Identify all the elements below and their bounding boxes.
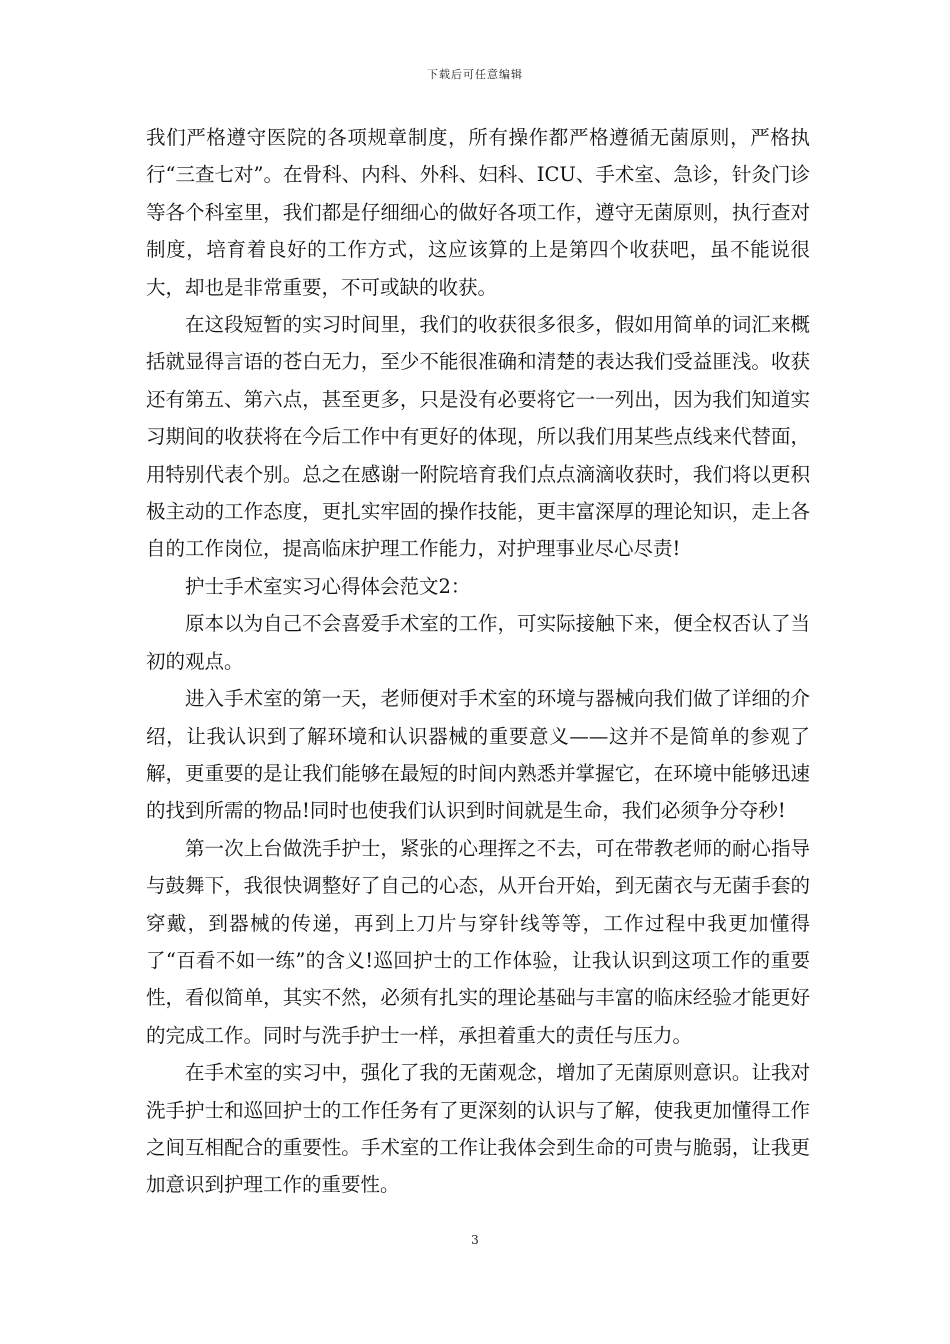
page-number: 3: [471, 1233, 479, 1247]
paragraph: 在手术室的实习中，强化了我的无菌观念，增加了无菌原则意识。让我对洗手护士和巡回护士的工作任务有了更深刻的认识与了解，使我更加懂得工作之间互相配合的重要性。手术室的工作让我体会到生命的可贵与脆弱，让我更加意识到护理工作的重要性。: [146, 1061, 810, 1197]
paragraph: 第一次上台做洗手护士，紧张的心理挥之不去，可在带教老师的耐心指导与鼓舞下，我很快调整好了自己的心态，从开台开始，到无菌衣与无菌手套的穿戴，到器械的传递，再到上刀片与穿针线等等，工作过程中我更加懂得了“百看不如一练”的含义!巡回护士的工作体验，让我认识到这项工作的重要性，看似简单，其实不然，必须有扎实的理论基础与丰富的临床经验才能更好的完成工作。同时与洗手护士一样，承担着重大的责任与压力。: [146, 836, 810, 1047]
section-heading: 护士手术室实习心得体会范文2：: [185, 574, 471, 598]
paragraph: 原本以为自己不会喜爱手术室的工作，可实际接触下来，便全权否认了当初的观点。: [146, 612, 810, 673]
page-header: 下载后可任意编辑: [427, 68, 523, 81]
document-body: [146, 119, 810, 1204]
paragraph: 进入手术室的第一天，老师便对手术室的环境与器械向我们做了详细的介绍，让我认识到了解环境和认识器械的重要意义——这并不是简单的参观了解，更重要的是让我们能够在最短的时间内熟悉并掌握它，在环境中能够迅速的找到所需的物品!同时也使我们认识到时间就是生命，我们必须争分夺秒!: [146, 687, 810, 823]
paragraph: 在这段短暂的实习时间里，我们的收获很多很多，假如用简单的词汇来概括就显得言语的苍白无力，至少不能很准确和清楚的表达我们受益匪浅。收获还有第五、第六点，甚至更多，只是没有必要将它一一列出，因为我们知道实习期间的收获将在今后工作中有更好的体现，所以我们用某些点线来代替面，用特别代表个别。总之在感谢一附院培育我们点点滴滴收获时，我们将以更积极主动的工作态度，更扎实牢固的操作技能，更丰富深厚的理论知识，走上各自的工作岗位，提高临床护理工作能力，对护理事业尽心尽责!: [146, 313, 810, 561]
paragraph-continuation: 我们严格遵守医院的各项规章制度，所有操作都严格遵循无菌原则，严格执行“三查七对”。在骨科、内科、外科、妇科、ICU、手术室、急诊，针灸门诊等各个科室里，我们都是仔细细心的做好各项工作，遵守无菌原则，执行查对制度，培育着良好的工作方式，这应该算的上是第四个收获吧，虽不能说很大，却也是非常重要，不可或缺的收获。: [146, 126, 810, 299]
